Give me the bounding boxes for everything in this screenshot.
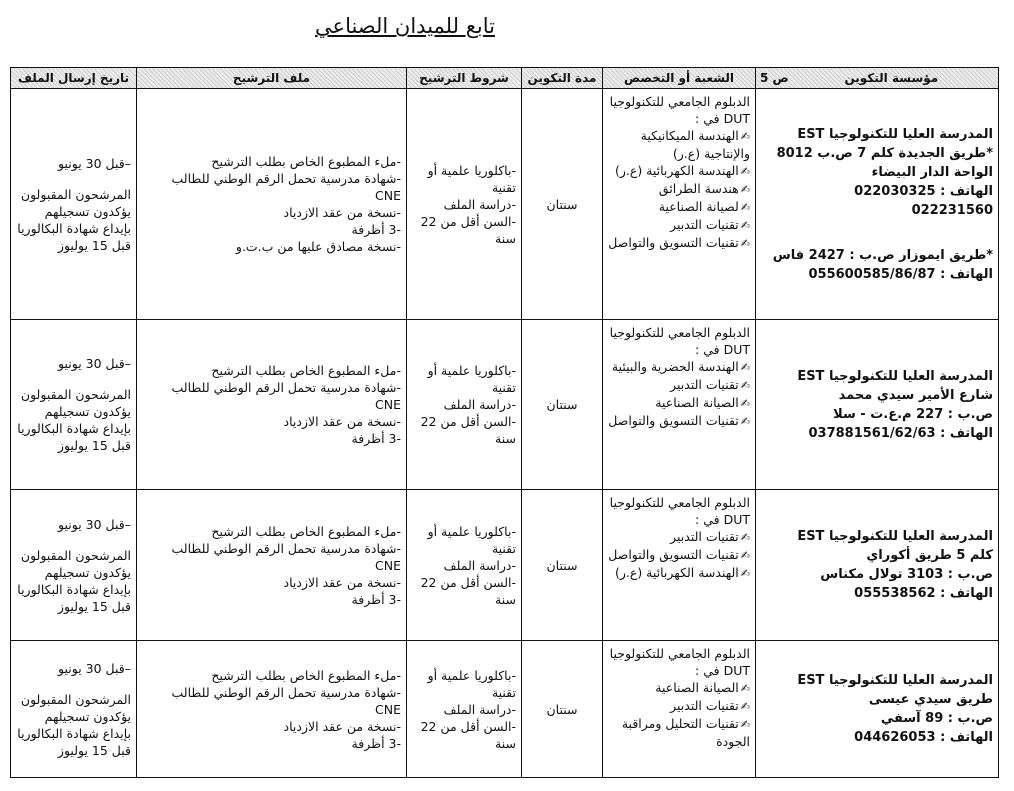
condition-item: - باكلوريا علمية أو تقنية xyxy=(412,362,516,396)
specialty-item: ✍ تقنيات التسويق والتواصل xyxy=(608,412,750,430)
table-row xyxy=(11,89,999,320)
conditions-list xyxy=(412,667,516,752)
cell-deadline xyxy=(11,89,137,320)
condition-item: - باكلوريا علمية أو تقنية xyxy=(412,667,516,701)
institution-line: الهاتف : 044626053 xyxy=(854,730,993,745)
programs-table xyxy=(10,67,999,778)
file-list xyxy=(142,523,401,608)
cell-duration: سنتان xyxy=(522,89,603,320)
specialty-item: ✍ تقنيات التحليل ومراقبة الجودة xyxy=(608,715,750,750)
deadline-note: المرشحون المقبولون يؤكدون تسجيلهم بإيداع شهادة البكالوريا قبل 15 يوليوز xyxy=(17,691,131,758)
deadline-date: – قبل 30 يونيو xyxy=(16,155,131,172)
condition-item: - دراسة الملف xyxy=(412,196,516,213)
institution-line: شارع الأمير سيدي محمد xyxy=(838,387,993,403)
file-item: - ملء المطبوع الخاص بطلب الترشيح xyxy=(142,362,401,379)
institution-line: ص.ب : 3103 تولال مكناس xyxy=(820,567,993,582)
condition-item: - باكلوريا علمية أو تقنية xyxy=(412,523,516,557)
specialty-heading: DUT في : xyxy=(695,111,750,126)
institution-line: المدرسة العليا للتكنولوجيا EST xyxy=(797,126,993,142)
cell-file xyxy=(137,641,407,778)
cell-conditions xyxy=(407,641,522,778)
cell-institution xyxy=(756,320,999,490)
cell-specialty xyxy=(603,320,756,490)
header-institution: ص 5 مؤسسة التكوين xyxy=(756,68,999,89)
file-item: - 3 أظرفة xyxy=(142,221,401,238)
institution-line: كلم 5 طريق أكوراي xyxy=(866,548,993,563)
cell-conditions xyxy=(407,89,522,320)
file-item: - شهادة مدرسية تحمل الرقم الوطني للطالب CNE xyxy=(142,540,401,574)
cell-specialty xyxy=(603,490,756,641)
file-list xyxy=(142,153,401,255)
institution-line: *طريق الجديدة كلم 7 ص.ب 8012 xyxy=(776,145,993,161)
institution-line: طريق سيدي عيسى xyxy=(868,692,993,707)
specialty-item: ✍ الصيانة الصناعية xyxy=(608,679,750,697)
header-conditions: شروط الترشيح xyxy=(407,68,522,89)
cell-institution xyxy=(756,641,999,778)
specialty-heading: DUT في : xyxy=(695,512,750,527)
specialty-item: ✍ تقنيات التدبير xyxy=(608,376,750,394)
condition-item: - باكلوريا علمية أو تقنية xyxy=(412,162,516,196)
specialty-item: ✍ تقنيات التسويق والتواصل xyxy=(608,234,750,252)
cell-institution xyxy=(756,89,999,320)
institution-line: الهاتف : 055600585/86/87 xyxy=(808,266,993,282)
condition-item: - السن أقل من 22 سنة xyxy=(412,718,516,752)
institution-line xyxy=(761,220,993,246)
cell-conditions xyxy=(407,490,522,641)
cell-specialty xyxy=(603,89,756,320)
cell-duration: سنتان xyxy=(522,490,603,641)
deadline-note: المرشحون المقبولون يؤكدون تسجيلهم بإيداع شهادة البكالوريا قبل 15 يوليوز xyxy=(17,387,131,453)
file-item: - ملء المطبوع الخاص بطلب الترشيح xyxy=(142,667,401,684)
conditions-list xyxy=(412,162,516,247)
deadline-date: – قبل 30 يونيو xyxy=(16,660,131,677)
condition-item: - السن أقل من 22 سنة xyxy=(412,213,516,247)
file-item: - 3 أظرفة xyxy=(142,591,401,608)
specialty-heading: الدبلوم الجامعي للتكنولوجيا xyxy=(609,94,750,109)
institution-line: 022231560 xyxy=(911,202,993,218)
institution-line: الهاتف : 055538562 xyxy=(854,586,993,601)
page-number: ص 5 xyxy=(760,71,789,85)
file-item: - ملء المطبوع الخاص بطلب الترشيح xyxy=(142,523,401,540)
specialty-item: ✍ الهندسة الحضرية والبيئية xyxy=(608,358,750,376)
specialty-item: ✍ هندسة الطرائق xyxy=(608,180,750,198)
specialty-item: ✍ تقنيات التسويق والتواصل xyxy=(608,546,750,564)
cell-deadline xyxy=(11,490,137,641)
conditions-list xyxy=(412,362,516,447)
file-item: - نسخة مصادق عليها من ب.ت.و xyxy=(142,238,401,255)
cell-file xyxy=(137,320,407,490)
file-item: - نسخة من عقد الازدياد xyxy=(142,574,401,591)
cell-duration: سنتان xyxy=(522,320,603,490)
page-title: تابع للميدان الصناعي xyxy=(315,14,495,38)
deadline-note: المرشحون المقبولون يؤكدون تسجيلهم بإيداع شهادة البكالوريا قبل 15 يوليوز xyxy=(17,547,131,614)
specialty-heading: الدبلوم الجامعي للتكنولوجيا xyxy=(609,325,750,340)
institution-line: الهاتف : 022030325 xyxy=(854,183,993,199)
file-item: - نسخة من عقد الازدياد xyxy=(142,718,401,735)
specialty-heading: الدبلوم الجامعي للتكنولوجيا xyxy=(609,495,750,510)
deadline-date: – قبل 30 يونيو xyxy=(16,355,131,372)
file-item: - نسخة من عقد الازدياد xyxy=(142,204,401,221)
file-item: - شهادة مدرسية تحمل الرقم الوطني للطالب CNE xyxy=(142,684,401,718)
file-item: - شهادة مدرسية تحمل الرقم الوطني للطالب CNE xyxy=(142,170,401,204)
institution-line: المدرسة العليا للتكنولوجيا EST xyxy=(797,529,993,544)
specialty-heading: DUT في : xyxy=(695,342,750,357)
institution-line: المدرسة العليا للتكنولوجيا EST xyxy=(797,368,993,384)
specialty-item: ✍ الهندسة الكهربائية (ع.ر) xyxy=(608,564,750,582)
deadline-note: المرشحون المقبولون يؤكدون تسجيلهم بإيداع شهادة البكالوريا قبل 15 يوليوز xyxy=(17,186,131,253)
table-row xyxy=(11,490,999,641)
cell-deadline xyxy=(11,641,137,778)
specialty-item: ✍ الصيانة الصناعية xyxy=(608,394,750,412)
file-item: - 3 أظرفة xyxy=(142,430,401,447)
institution-line: الواحة الدار البيضاء xyxy=(871,164,993,180)
header-file: ملف الترشيح xyxy=(137,68,407,89)
table-row xyxy=(11,320,999,490)
institution-line: ص.ب : 89 آسفي xyxy=(880,711,993,726)
cell-file xyxy=(137,490,407,641)
specialty-item: ✍ تقنيات التدبير xyxy=(608,528,750,546)
institution-line: *طريق ايموزار ص.ب : 2427 فاس xyxy=(772,247,993,263)
condition-item: - دراسة الملف xyxy=(412,557,516,574)
file-list xyxy=(142,362,401,447)
specialty-item: ✍ الهندسة الميكانيكية والإنتاجية (ع.ر) xyxy=(608,127,750,162)
conditions-list xyxy=(412,523,516,608)
file-item: - نسخة من عقد الازدياد xyxy=(142,413,401,430)
institution-line: ص.ب : 227 م.ع.ت - سلا xyxy=(833,406,993,422)
condition-item: - دراسة الملف xyxy=(412,701,516,718)
cell-file xyxy=(137,89,407,320)
file-item: - شهادة مدرسية تحمل الرقم الوطني للطالب CNE xyxy=(142,379,401,413)
file-item: - 3 أظرفة xyxy=(142,735,401,752)
specialty-item: ✍ لصيانة الصناعية xyxy=(608,198,750,216)
table-header-row xyxy=(11,68,999,89)
institution-line: الهاتف : 037881561/62/63 xyxy=(808,425,993,441)
institution-line: المدرسة العليا للتكنولوجيا EST xyxy=(797,673,993,688)
condition-item: - السن أقل من 22 سنة xyxy=(412,413,516,447)
specialty-heading: الدبلوم الجامعي للتكنولوجيا xyxy=(609,646,750,661)
condition-item: - السن أقل من 22 سنة xyxy=(412,574,516,608)
file-list xyxy=(142,667,401,752)
specialty-item: ✍ الهندسة الكهربائية (ع.ر) xyxy=(608,162,750,180)
cell-conditions xyxy=(407,320,522,490)
table-row xyxy=(11,641,999,778)
condition-item: - دراسة الملف xyxy=(412,396,516,413)
header-deadline: تاريخ إرسال الملف xyxy=(11,68,137,89)
cell-deadline xyxy=(11,320,137,490)
file-item: - ملء المطبوع الخاص بطلب الترشيح xyxy=(142,153,401,170)
cell-institution xyxy=(756,490,999,641)
cell-duration: سنتان xyxy=(522,641,603,778)
specialty-item: ✍ تقنيات التدبير xyxy=(608,697,750,715)
header-specialty: الشعبة أو التخصص xyxy=(603,68,756,89)
header-duration: مدة التكوين xyxy=(522,68,603,89)
specialty-heading: DUT في : xyxy=(695,663,750,678)
cell-specialty xyxy=(603,641,756,778)
specialty-item: ✍ تقنيات التدبير xyxy=(608,216,750,234)
deadline-date: – قبل 30 يونيو xyxy=(16,516,131,533)
